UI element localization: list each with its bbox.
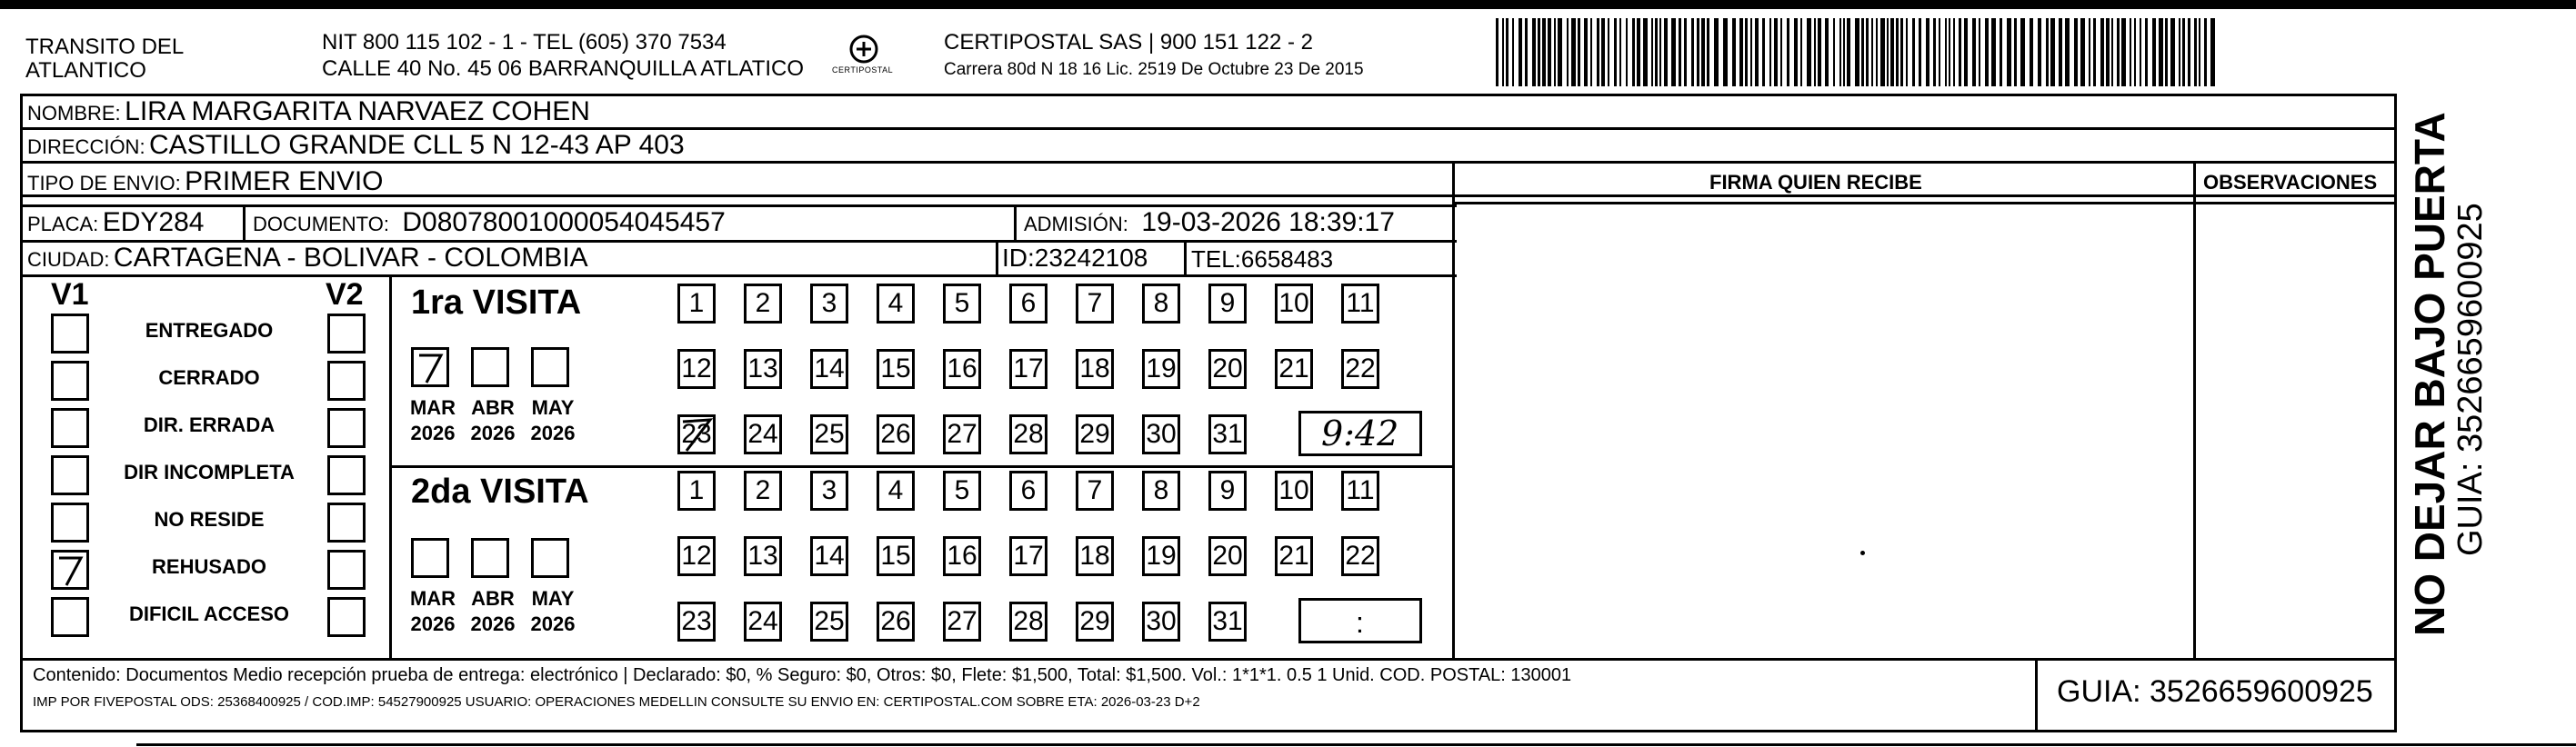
barcode-bar <box>1532 18 1536 86</box>
bottom-border <box>136 743 2576 746</box>
day-box[interactable]: 6 <box>1009 471 1047 511</box>
day-box[interactable]: 30 <box>1142 602 1180 642</box>
footer-line1: Contenido: Documentos Medio recepción prueba de entrega: electrónico | Declarado: $0, % Seguro: $0, Otros: $0, Flete: $1,500, Total: $1,500. Vol.: 1*1*1. 0.5 1 Unid. COD. POSTAL: 130001 <box>33 665 1572 685</box>
month-label: ABR <box>471 587 515 610</box>
barcode-bar <box>1664 18 1668 86</box>
day-box[interactable]: 31 <box>1208 602 1247 642</box>
day-box[interactable]: 24 <box>744 602 782 642</box>
barcode <box>1496 18 2219 86</box>
day-box[interactable]: 3 <box>810 284 848 324</box>
barcode-bar <box>1632 18 1635 86</box>
barcode-bar <box>1601 18 1605 86</box>
status-label: DIR. ERRADA <box>143 413 276 436</box>
side-warning: NO DEJAR BAJO PUERTA <box>2406 112 2453 636</box>
day-box[interactable]: 24 <box>744 414 782 454</box>
id-value: 23242108 <box>1034 244 1148 272</box>
col-line <box>1184 240 1187 276</box>
v2-checkbox[interactable] <box>327 550 366 590</box>
barcode-bar <box>1794 18 1798 86</box>
barcode-bar <box>2093 18 2096 86</box>
barcode-bar <box>1519 18 1522 86</box>
tel-value: 6658483 <box>1240 245 1334 273</box>
barcode-bar <box>1525 18 1528 86</box>
barcode-bar <box>2014 18 2017 86</box>
year-label: 2026 <box>530 613 576 635</box>
barcode-bar <box>2020 18 2025 86</box>
day-box[interactable]: 16 <box>943 349 981 389</box>
col-line <box>996 240 998 276</box>
day-box[interactable]: 14 <box>810 349 848 389</box>
day-box[interactable]: 19 <box>1142 349 1180 389</box>
barcode-bar <box>2007 18 2011 86</box>
barcode-bar <box>1807 18 1811 86</box>
day-box[interactable]: 8 <box>1142 471 1180 511</box>
barcode-bar <box>2179 18 2180 86</box>
tipo-row <box>27 166 384 197</box>
row-line <box>1452 202 2397 204</box>
first-visit-time-box[interactable] <box>1298 411 1422 456</box>
barcode-bar <box>1866 18 1869 86</box>
barcode-bar <box>1939 18 1940 86</box>
barcode-bar <box>1697 18 1699 86</box>
barcode-bar <box>1912 18 1915 86</box>
barcode-bar <box>1506 18 1509 86</box>
barcode-bar <box>2038 18 2041 86</box>
address-line: CALLE 40 No. 45 06 BARRANQUILLA ATLATICO <box>322 56 805 81</box>
month-label: MAY <box>531 587 575 610</box>
v1-checkbox[interactable] <box>51 455 89 495</box>
barcode-bar <box>1502 18 1504 86</box>
barcode-bar <box>1496 18 1498 86</box>
col-line <box>2193 164 2196 660</box>
barcode-bar <box>2000 18 2002 86</box>
firma-header: FIRMA QUIEN RECIBE <box>1709 171 1922 194</box>
col-line <box>1452 164 1455 660</box>
ciudad-value: CARTAGENA - BOLIVAR - COLOMBIA <box>113 243 588 273</box>
documento-value: D08078001000054045457 <box>402 207 726 237</box>
day-box[interactable]: 9 <box>1208 471 1247 511</box>
barcode-bar <box>1567 18 1569 86</box>
day-box[interactable]: 14 <box>810 536 848 576</box>
day-box[interactable]: 10 <box>1275 471 1313 511</box>
barcode-bar <box>1655 18 1658 86</box>
barcode-bar <box>1871 18 1873 86</box>
barcode-bar <box>1597 18 1599 86</box>
v2-checkbox[interactable] <box>327 314 366 354</box>
barcode-bar <box>1643 18 1648 86</box>
nombre-row <box>27 96 590 127</box>
month-label: MAR <box>409 396 456 419</box>
month-checkbox[interactable] <box>471 538 509 578</box>
barcode-bar <box>2046 18 2049 86</box>
barcode-bar <box>1651 18 1653 86</box>
month-checkbox[interactable] <box>411 347 449 387</box>
admision-value: 19-03-2026 18:39:17 <box>1141 207 1395 237</box>
barcode-bar <box>2065 18 2070 86</box>
second-visit-time-box[interactable] <box>1298 598 1422 643</box>
barcode-bar <box>1945 18 1947 86</box>
barcode-bar <box>1979 18 1980 86</box>
day-box[interactable]: 21 <box>1275 536 1313 576</box>
day-check-mark <box>677 414 716 454</box>
row-line <box>20 274 1457 277</box>
barcode-bar <box>1619 18 1621 86</box>
day-box[interactable]: 29 <box>1076 602 1114 642</box>
ciudad-cell <box>27 243 588 274</box>
v2-checkbox[interactable] <box>327 408 366 448</box>
month-checkbox[interactable] <box>531 538 569 578</box>
day-box[interactable]: 3 <box>810 471 848 511</box>
status-label: NO RESIDE <box>154 508 265 531</box>
day-box[interactable]: 27 <box>943 414 981 454</box>
tipo-value: PRIMER ENVIO <box>185 166 384 196</box>
barcode-bar <box>2199 18 2200 86</box>
barcode-bar <box>1578 18 1580 86</box>
courier-line1: CERTIPOSTAL SAS | 900 151 122 - 2 <box>944 30 1313 55</box>
visit-split-line <box>389 465 1453 468</box>
v2-checkbox[interactable] <box>327 597 366 637</box>
day-box[interactable]: 5 <box>943 471 981 511</box>
day-box[interactable]: 2 <box>744 471 782 511</box>
day-box[interactable]: 8 <box>1142 284 1180 324</box>
col-line <box>243 204 246 243</box>
barcode-bar <box>1861 18 1864 86</box>
barcode-bar <box>2165 18 2168 86</box>
day-box[interactable]: 12 <box>677 349 716 389</box>
barcode-bar <box>1814 18 1816 86</box>
org-name-line2: ATLANTICO <box>25 58 146 83</box>
col-line <box>2035 658 2038 732</box>
barcode-bar <box>1512 18 1514 86</box>
v2-checkbox[interactable] <box>327 455 366 495</box>
month-label: MAR <box>409 587 456 610</box>
barcode-bar <box>2080 18 2085 86</box>
barcode-bar <box>1926 18 1929 86</box>
barcode-bar <box>2074 18 2078 86</box>
day-box[interactable]: 22 <box>1341 536 1379 576</box>
barcode-bar <box>1972 18 1976 86</box>
barcode-bar <box>2145 18 2148 86</box>
barcode-bar <box>1762 18 1765 86</box>
day-box[interactable]: 1 <box>677 284 716 324</box>
barcode-bar <box>1953 18 1955 86</box>
barcode-bar <box>1584 18 1588 86</box>
v1-header: V1 <box>51 277 89 312</box>
year-label: 2026 <box>410 422 456 444</box>
month-checkbox[interactable] <box>411 538 449 578</box>
frame-right <box>2394 94 2397 732</box>
barcode-bar <box>1671 18 1676 86</box>
barcode-bar <box>1701 18 1705 86</box>
barcode-bar <box>1876 18 1878 86</box>
v1-checkbox[interactable] <box>51 314 89 354</box>
day-box[interactable]: 27 <box>943 602 981 642</box>
day-box[interactable]: 20 <box>1208 536 1247 576</box>
day-box[interactable]: 31 <box>1208 414 1247 454</box>
barcode-bar <box>1691 18 1694 86</box>
status-label: CERRADO <box>158 366 260 389</box>
month-checkbox[interactable] <box>471 347 509 387</box>
tel-label: TEL: <box>1191 245 1241 273</box>
barcode-bar <box>1774 18 1778 86</box>
barcode-bar <box>1659 18 1661 86</box>
nombre-label: NOMBRE: <box>27 102 121 124</box>
day-box[interactable]: 18 <box>1076 349 1114 389</box>
barcode-bar <box>2210 18 2215 86</box>
barcode-bar <box>1887 18 1889 86</box>
barcode-bar <box>1755 18 1759 86</box>
barcode-bar <box>1985 18 1989 86</box>
placa-label: PLACA: <box>27 213 99 235</box>
day-box[interactable]: 10 <box>1275 284 1313 324</box>
barcode-bar <box>2188 18 2190 86</box>
barcode-bar <box>1679 18 1681 86</box>
certipostal-logo-icon <box>832 33 896 83</box>
status-label: DIFICIL ACCESO <box>128 603 289 625</box>
barcode-bar <box>1590 18 1592 86</box>
barcode-bar <box>1614 18 1617 86</box>
barcode-bar <box>1991 18 1996 86</box>
admision-cell <box>1024 207 1395 238</box>
v1-checkbox[interactable] <box>51 503 89 543</box>
status-label: REHUSADO <box>152 555 266 578</box>
placa-value: EDY284 <box>102 207 205 237</box>
day-box[interactable]: 17 <box>1009 349 1047 389</box>
barcode-bar <box>2117 18 2120 86</box>
day-box[interactable]: 11 <box>1341 284 1379 324</box>
top-border <box>0 0 2576 9</box>
year-label: 2026 <box>530 422 576 444</box>
tel-cell <box>1191 245 1333 274</box>
barcode-bar <box>2182 18 2185 86</box>
barcode-bar <box>1959 18 1961 86</box>
barcode-bar <box>1890 18 1894 86</box>
observaciones-header: OBSERVACIONES <box>2203 171 2378 194</box>
barcode-bar <box>2204 18 2207 86</box>
courier-line2: Carrera 80d N 18 16 Lic. 2519 De Octubre 23 De 2015 <box>944 60 1364 79</box>
barcode-bar <box>1554 18 1556 86</box>
barcode-bar <box>1818 18 1821 86</box>
day-box[interactable]: 16 <box>943 536 981 576</box>
frame-left <box>20 94 23 732</box>
barcode-bar <box>2194 18 2197 86</box>
day-box[interactable]: 26 <box>877 602 915 642</box>
day-box[interactable]: 28 <box>1009 602 1047 642</box>
row-line <box>20 161 2397 164</box>
id-label: ID: <box>1002 244 1035 272</box>
barcode-bar <box>1714 18 1719 86</box>
barcode-bar <box>1750 18 1752 86</box>
documento-cell <box>253 207 726 238</box>
barcode-bar <box>2134 18 2136 86</box>
day-box[interactable]: 22 <box>1341 349 1379 389</box>
day-box[interactable]: 26 <box>877 414 915 454</box>
barcode-bar <box>1637 18 1640 86</box>
admision-label: ADMISIÓN: <box>1024 213 1128 235</box>
nombre-value: LIRA MARGARITA NARVAEZ COHEN <box>125 96 590 126</box>
barcode-bar <box>1571 18 1576 86</box>
day-box[interactable]: 23 <box>677 602 716 642</box>
barcode-bar <box>2140 18 2141 86</box>
day-box[interactable]: 12 <box>677 536 716 576</box>
year-label: 2026 <box>470 613 516 635</box>
barcode-bar <box>1919 18 1921 86</box>
year-label: 2026 <box>410 613 456 635</box>
month-label: MAY <box>531 396 575 419</box>
barcode-bar <box>2050 18 2055 86</box>
barcode-bar <box>1964 18 1968 86</box>
day-box[interactable]: 11 <box>1341 471 1379 511</box>
second-visit-title: 2da VISITA <box>411 473 589 511</box>
footer-line2: IMP POR FIVEPOSTAL ODS: 25368400925 / COD.IMP: 54527900925 USUARIO: OPERACIONES MEDELLIN CONSULTE SU ENVIO EN: CERTIPOSTAL.COM SOBRE ETA: 2026-03-23 D+2 <box>33 694 1200 710</box>
logo-text: CERTIPOSTAL <box>832 65 894 75</box>
barcode-bar <box>1949 18 1950 86</box>
barcode-bar <box>1548 18 1551 86</box>
barcode-bar <box>1707 18 1709 86</box>
first-visit-time: 9:42 <box>1321 413 1399 453</box>
tipo-label: TIPO DE ENVIO: <box>27 172 181 194</box>
day-box[interactable]: 18 <box>1076 536 1114 576</box>
barcode-bar <box>2170 18 2175 86</box>
barcode-bar <box>1906 18 1908 86</box>
status-label: ENTREGADO <box>145 319 274 342</box>
ciudad-label: CIUDAD: <box>27 248 110 271</box>
barcode-bar <box>1542 18 1546 86</box>
barcode-bar <box>2106 18 2110 86</box>
v1-checkbox[interactable] <box>51 408 89 448</box>
month-label: ABR <box>471 396 515 419</box>
second-visit-time: : <box>1356 606 1364 639</box>
day-box[interactable]: 25 <box>810 602 848 642</box>
day-box[interactable]: 4 <box>877 471 915 511</box>
barcode-bar <box>1900 18 1903 86</box>
barcode-bar <box>2111 18 2113 86</box>
day-box[interactable]: 25 <box>810 414 848 454</box>
barcode-bar <box>1843 18 1845 86</box>
documento-label: DOCUMENTO: <box>253 213 389 235</box>
barcode-bar <box>1839 18 1841 86</box>
day-box[interactable]: 30 <box>1142 414 1180 454</box>
barcode-bar <box>1825 18 1829 86</box>
barcode-bar <box>1739 18 1743 86</box>
barcode-bar <box>1847 18 1850 86</box>
day-box[interactable]: 28 <box>1009 414 1047 454</box>
day-box[interactable]: 4 <box>877 284 915 324</box>
barcode-bar <box>2152 18 2156 86</box>
day-box[interactable]: 20 <box>1208 349 1247 389</box>
v2-header: V2 <box>326 277 364 312</box>
barcode-bar <box>1800 18 1802 86</box>
day-box[interactable]: 6 <box>1009 284 1047 324</box>
barcode-bar <box>2030 18 2033 86</box>
side-guia: GUIA: 3526659600925 <box>2451 203 2490 556</box>
barcode-bar <box>1684 18 1687 86</box>
day-box[interactable]: 19 <box>1142 536 1180 576</box>
day-box[interactable]: 13 <box>744 349 782 389</box>
day-box[interactable]: 17 <box>1009 536 1047 576</box>
barcode-bar <box>1723 18 1728 86</box>
direccion-row <box>27 130 685 161</box>
direccion-label: DIRECCIÓN: <box>27 135 145 158</box>
barcode-bar <box>1855 18 1859 86</box>
day-box[interactable]: 1 <box>677 471 716 511</box>
v2-checkbox[interactable] <box>327 361 366 401</box>
footer-guia: GUIA: 3526659600925 <box>2057 674 2373 709</box>
barcode-bar <box>2059 18 2062 86</box>
day-box[interactable]: 15 <box>877 536 915 576</box>
barcode-bar <box>1732 18 1736 86</box>
day-box[interactable]: 29 <box>1076 414 1114 454</box>
v1-checkbox[interactable] <box>51 550 89 590</box>
frame-bottom <box>20 730 2397 732</box>
v1-checkbox[interactable] <box>51 597 89 637</box>
day-box[interactable]: 5 <box>943 284 981 324</box>
barcode-bar <box>1745 18 1748 86</box>
barcode-bar <box>1626 18 1628 86</box>
barcode-bar <box>1880 18 1885 86</box>
barcode-bar <box>2130 18 2131 86</box>
barcode-bar <box>1780 18 1782 86</box>
barcode-bar <box>1558 18 1562 86</box>
barcode-bar <box>2159 18 2163 86</box>
barcode-bar <box>2089 18 2090 86</box>
barcode-bar <box>1833 18 1835 86</box>
footer-top-line <box>20 658 2397 661</box>
status-label: DIR INCOMPLETA <box>124 461 295 483</box>
month-checkbox[interactable] <box>531 347 569 387</box>
barcode-bar <box>1896 18 1899 86</box>
day-box[interactable]: 7 <box>1076 471 1114 511</box>
v2-checkbox[interactable] <box>327 503 366 543</box>
barcode-bar <box>1608 18 1609 86</box>
day-box[interactable]: 2 <box>744 284 782 324</box>
day-box[interactable]: 13 <box>744 536 782 576</box>
col-line <box>1014 204 1017 243</box>
barcode-bar <box>1787 18 1789 86</box>
barcode-bar <box>2100 18 2104 86</box>
direccion-value: CASTILLO GRANDE CLL 5 N 12-43 AP 403 <box>149 130 685 160</box>
id-cell <box>1002 244 1148 273</box>
placa-cell <box>27 207 204 238</box>
day-box[interactable]: 15 <box>877 349 915 389</box>
v1-checkbox[interactable] <box>51 361 89 401</box>
day-box[interactable]: 21 <box>1275 349 1313 389</box>
org-name-line1: TRANSITO DEL <box>25 35 185 59</box>
barcode-bar <box>1769 18 1771 86</box>
barcode-bar <box>2121 18 2126 86</box>
day-box[interactable]: 9 <box>1208 284 1247 324</box>
year-label: 2026 <box>470 422 516 444</box>
first-visit-title: 1ra VISITA <box>411 284 582 322</box>
signature-mark <box>1860 551 1865 555</box>
day-box[interactable]: 23 <box>677 414 716 454</box>
nit-line: NIT 800 115 102 - 1 - TEL (605) 370 7534 <box>322 30 727 55</box>
day-box[interactable]: 7 <box>1076 284 1114 324</box>
barcode-bar <box>1538 18 1540 86</box>
barcode-bar <box>1933 18 1936 86</box>
